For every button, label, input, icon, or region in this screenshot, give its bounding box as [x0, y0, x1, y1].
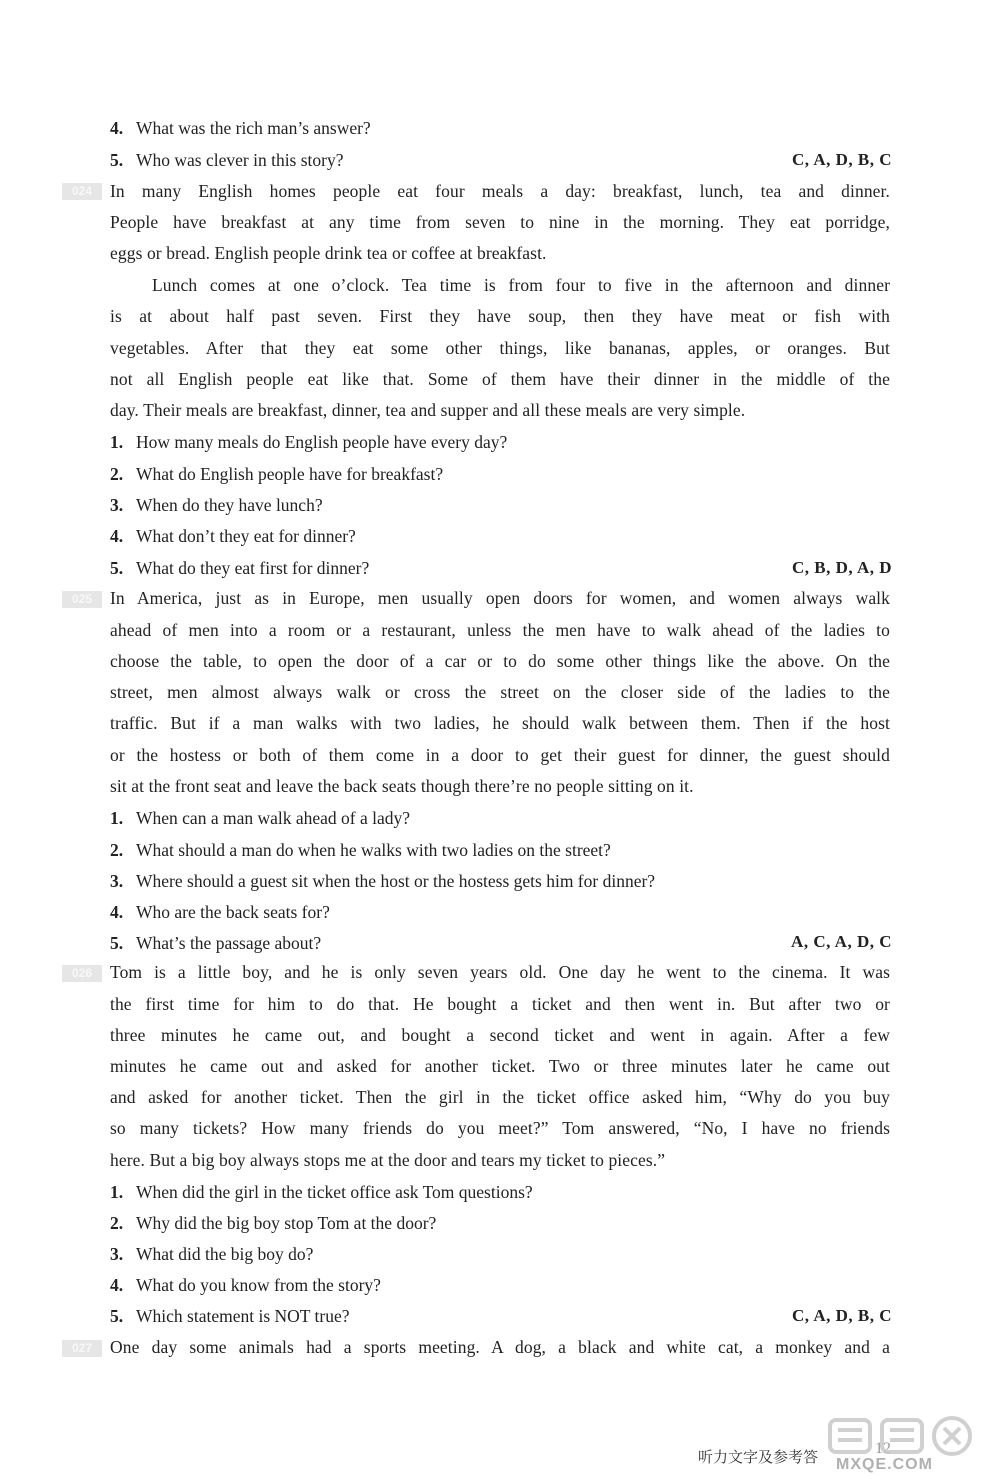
passage-line: not all English people eat like that. Some of them have their dinner in the middle of the: [110, 369, 890, 389]
passage-line: three minutes he came out, and bought a second ticket and went in again. After a few: [110, 1025, 890, 1045]
question-number: 5.: [110, 933, 124, 953]
passage-line: vegetables. After that they eat some other things, like bananas, apples, or oranges. But: [110, 338, 890, 358]
question-number: 4.: [110, 1275, 124, 1295]
passage-line: or the hostess or both of them come in a door to get their guest for dinner, the guest should: [110, 745, 890, 765]
question-item: [110, 495, 323, 516]
passage-line: sit at the front seat and leave the back seats though there’re no people sitting on it.: [110, 776, 694, 796]
question-text: When can a man walk ahead of a lady?: [136, 808, 411, 828]
answer-key: C, B, D, A, D: [791, 558, 892, 577]
question-text: What did the big boy do?: [136, 1244, 314, 1264]
question-text: What don’t they eat for dinner?: [136, 526, 356, 546]
question-item: [110, 526, 356, 547]
passage-line: In many English homes people eat four meals a day: breakfast, lunch, tea and dinner.: [110, 181, 890, 201]
watermark-text: MXQE.COM: [836, 1456, 933, 1473]
question-item: [110, 902, 330, 923]
question-text: Who are the back seats for?: [136, 902, 330, 922]
question-item: [110, 840, 611, 861]
section-badge: 025: [62, 591, 102, 608]
question-number: 3.: [110, 495, 124, 515]
passage-line: choose the table, to open the door of a car or to do some other things like the above. On the: [110, 651, 890, 671]
passage-line: eggs or bread. English people drink tea or coffee at breakfast.: [110, 243, 547, 263]
passage-line: day. Their meals are breakfast, dinner, tea and supper and all these meals are very simple.: [110, 400, 746, 420]
answer-key: C, A, D, B, C: [791, 150, 892, 169]
section-badge: 024: [62, 183, 102, 200]
page-number: 12: [875, 1440, 891, 1457]
question-number: 5.: [110, 558, 124, 578]
question-number: 4.: [110, 902, 124, 922]
question-text: How many meals do English people have every day?: [136, 432, 508, 452]
question-text: What should a man do when he walks with two ladies on the street?: [136, 840, 611, 860]
question-item: [110, 933, 321, 954]
question-text: What do you know from the story?: [136, 1275, 381, 1295]
passage-line: People have breakfast at any time from seven to nine in the morning. They eat porridge,: [110, 212, 890, 232]
question-number: 4.: [110, 526, 124, 546]
passage-line: In America, just as in Europe, men usually open doors for women, and women always walk: [110, 588, 890, 608]
question-text: What was the rich man’s answer?: [136, 118, 371, 138]
question-text: When did the girl in the ticket office ask Tom questions?: [136, 1182, 533, 1202]
question-item: [110, 464, 443, 485]
question-number: 3.: [110, 1244, 124, 1264]
passage-line: ahead of men into a room or a restaurant, unless the men have to walk ahead of the ladies to: [110, 620, 890, 640]
passage-line: the first time for him to do that. He bought a ticket and then went in. But after two or: [110, 994, 890, 1014]
question-text: Why did the big boy stop Tom at the door?: [136, 1213, 437, 1233]
footer-title: 听力文字及参考答: [698, 1448, 819, 1466]
question-number: 1.: [110, 432, 124, 452]
question-number: 2.: [110, 464, 124, 484]
passage-line: Tom is a little boy, and he is only seven years old. One day he went to the cinema. It was: [110, 962, 890, 982]
question-number: 5.: [110, 150, 124, 170]
answer-key: C, A, D, B, C: [791, 1306, 892, 1325]
passage-line: One day some animals had a sports meeting. A dog, a black and white cat, a monkey and a: [110, 1337, 890, 1357]
section-badge: 027: [62, 1340, 102, 1357]
question-item: [110, 871, 655, 892]
question-item: [110, 558, 369, 579]
question-text: What’s the passage about?: [136, 933, 322, 953]
question-item: [110, 150, 344, 171]
question-text: Who was clever in this story?: [136, 150, 344, 170]
question-item: [110, 432, 507, 453]
passage-line: here. But a big boy always stops me at the door and tears my ticket to pieces.”: [110, 1150, 666, 1170]
watermark-logo-icon: [800, 1412, 995, 1460]
answer-key: A, C, A, D, C: [791, 932, 892, 951]
passage-line: is at about half past seven. First they have soup, then they have meat or fish with: [110, 306, 890, 326]
question-number: 3.: [110, 871, 124, 891]
passage-line: and asked for another ticket. Then the girl in the ticket office asked him, “Why do you buy: [110, 1087, 890, 1107]
question-text: What do they eat first for dinner?: [136, 558, 370, 578]
question-item: [110, 1182, 533, 1203]
passage-line: minutes he came out and asked for another ticket. Two or three minutes later he came out: [110, 1056, 890, 1076]
question-item: [110, 1244, 313, 1265]
question-text: What do English people have for breakfast?: [136, 464, 444, 484]
question-text: Which statement is NOT true?: [136, 1306, 350, 1326]
question-number: 4.: [110, 118, 124, 138]
question-item: [110, 1306, 350, 1327]
question-text: When do they have lunch?: [136, 495, 323, 515]
question-item: [110, 808, 410, 829]
question-number: 1.: [110, 1182, 124, 1202]
question-item: [110, 1275, 381, 1296]
passage-line: street, men almost always walk or cross the street on the closer side of the ladies to the: [110, 682, 890, 702]
watermark-logo: [800, 1412, 995, 1476]
question-number: 2.: [110, 1213, 124, 1233]
passage-line: so many tickets? How many friends do you meet?” Tom answered, “No, I have no friends: [110, 1118, 890, 1138]
passage-line: Lunch comes at one o’clock. Tea time is from four to five in the afternoon and dinner: [152, 275, 890, 295]
passage-line: traffic. But if a man walks with two ladies, he should walk between them. Then if the host: [110, 713, 890, 733]
question-number: 5.: [110, 1306, 124, 1326]
question-number: 2.: [110, 840, 124, 860]
question-item: [110, 1213, 436, 1234]
question-number: 1.: [110, 808, 124, 828]
section-badge: 026: [62, 965, 102, 982]
question-item: [110, 118, 371, 139]
question-text: Where should a guest sit when the host or the hostess gets him for dinner?: [136, 871, 656, 891]
